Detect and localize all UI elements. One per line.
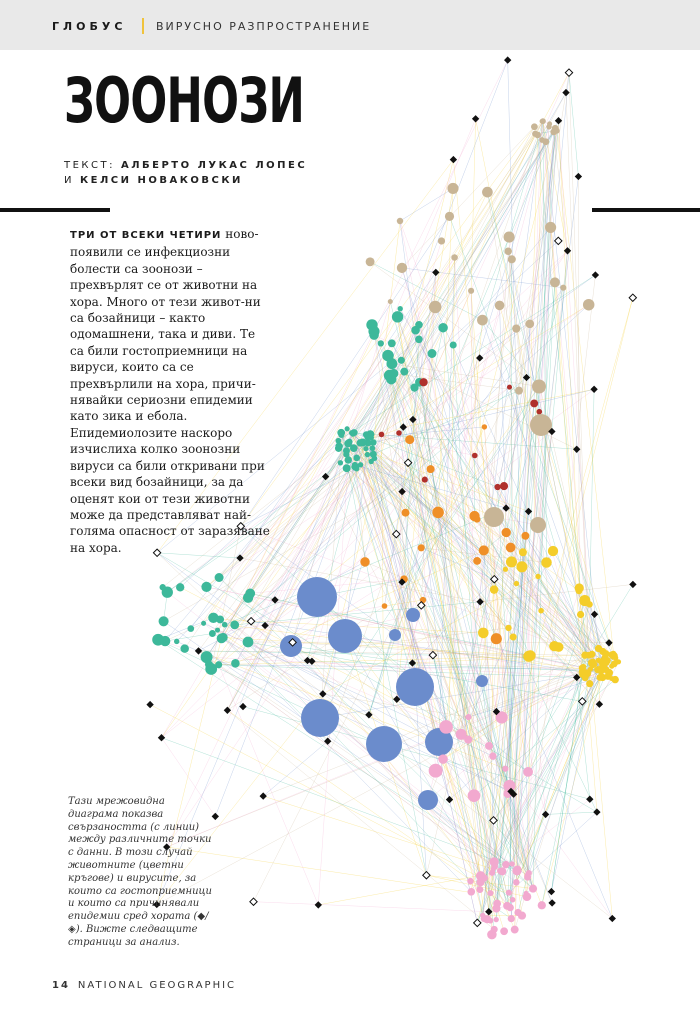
network-edge [165,623,204,641]
tan-animal-node [545,222,556,233]
pink-animal-node [523,892,532,901]
red-animal-node [419,378,427,386]
teal-animal-node [350,431,356,437]
pink-animal-node [468,889,474,895]
tan-animal-node [532,380,546,394]
orange-animal-node [502,528,511,537]
network-edge [474,680,615,796]
network-edge [450,216,610,642]
blue-animal-node [328,619,362,653]
teal-animal-node [231,659,240,668]
tan-animal-node [429,301,441,313]
teal-animal-node [358,462,363,467]
orange-animal-node [427,465,435,473]
teal-animal-node [367,440,373,446]
virus-marker [224,707,231,714]
pink-animal-node [481,874,488,881]
tan-animal-node [554,128,560,134]
orange-animal-node [506,543,516,553]
blue-animal-node [476,675,488,687]
teal-animal-node [216,615,224,623]
network-edge [357,128,556,458]
network-edge [569,73,578,177]
tan-animal-node [482,187,493,198]
pink-animal-node [465,714,471,720]
virus-marker [562,89,569,96]
red-animal-node [494,484,500,490]
blue-animal-node [301,699,339,737]
virus-hollow-marker [565,69,572,76]
teal-animal-node [218,633,227,642]
teal-animal-node [160,584,166,590]
red-animal-node [500,482,508,490]
rule-right [592,208,700,212]
tan-animal-node [484,507,504,527]
teal-animal-node [187,625,194,632]
yellow-animal-node [616,659,621,664]
pink-animal-node [493,900,501,908]
network-edge [402,127,534,268]
section-label: ГЛОБУС [52,20,127,33]
lead-text: ново-появили се инфекциозни болести са зоонози – прехвърлят се от животни на хора. Много от тези живот-ни са бозайници – както одомашнени, така и диви. Те са били гостоприемници на вируси, които са се прехвърлили на хора, причи-нявайки сериозни епидемии като зика и ебола. Епидемиолозите наскоро изчислиха колко зоонозни вируси са били откривани при всеки вид бозайници, за да оценят кои от тези животни може да представляват най-голяма опасност от заразяване на хора. [70,227,270,555]
lead-paragraph [70,226,270,556]
pink-animal-node [500,927,508,935]
network-edge [318,871,502,905]
network-edge [508,60,529,873]
network-edge [339,132,553,447]
tan-animal-node [560,285,566,291]
network-edge [510,637,514,786]
red-animal-node [396,430,402,436]
yellow-animal-node [577,611,584,618]
tan-animal-node [532,131,538,137]
teal-animal-node [400,368,408,376]
blue-animal-node [366,726,402,762]
teal-animal-node [201,621,206,626]
teal-animal-node [359,438,367,446]
teal-animal-node [392,311,403,322]
teal-animal-node [180,644,188,652]
virus-marker [146,701,153,708]
teal-animal-node [335,443,342,450]
orange-animal-node [405,435,414,444]
virus-marker [609,915,616,922]
teal-animal-node [369,445,375,451]
orange-animal-node [474,516,481,523]
pink-animal-node [487,890,493,896]
teal-animal-node [201,651,213,663]
yellow-animal-node [506,556,517,567]
teal-animal-node [378,340,384,346]
yellow-animal-node [588,667,593,672]
teal-animal-node [353,455,360,462]
virus-hollow-marker [474,919,481,926]
pink-animal-node [485,742,493,750]
pink-animal-node [529,885,537,893]
pink-animal-node [538,901,546,909]
network-edge [367,455,609,673]
orange-animal-node [479,545,489,555]
pink-animal-node [464,736,472,744]
tan-animal-node [550,277,560,287]
teal-animal-node [215,573,224,582]
teal-animal-node [345,426,350,431]
network-edge [348,460,609,673]
pink-animal-node [489,870,495,876]
subsection-label: ВИРУСНО РАЗПРОСТРАНЕНИЕ [156,20,372,33]
virus-hollow-marker [423,872,430,879]
teal-animal-node [243,593,253,603]
teal-animal-node [215,628,220,633]
blue-animal-node [418,790,438,810]
yellow-animal-node [586,680,593,687]
virus-marker [260,792,267,799]
teal-animal-node [370,451,377,458]
teal-animal-node [388,339,396,347]
yellow-animal-node [538,608,544,614]
diagram-caption: Тази мрежовидна диаграма показва свързаността (с линии) между различните точки с данни. В този случай животните (цветни кръгове) и вирусите, за които са гостоприемници и които са причинявали епидемии сред хората (◆/◈). Вижте следващите страници за анализ. [68,796,212,948]
yellow-animal-node [535,574,540,579]
yellow-animal-node [596,674,603,681]
network-edge [263,741,328,796]
virus-marker [548,899,555,906]
pink-animal-node [523,767,533,777]
red-animal-node [537,409,543,415]
teal-animal-node [338,460,343,465]
pink-animal-node [498,867,506,875]
yellow-animal-node [510,633,517,640]
teal-animal-node [343,464,351,472]
virus-hollow-marker [629,294,636,301]
virus-marker [592,271,599,278]
pink-animal-node [483,915,491,923]
network-edge [339,119,476,449]
virus-marker [504,56,511,63]
blue-animal-node [396,668,434,706]
tan-animal-node [512,324,520,332]
yellow-animal-node [505,625,511,631]
lead-in: ТРИ ОТ ВСЕКИ ЧЕТИРИ [70,230,222,241]
yellow-animal-node [541,557,552,568]
red-animal-node [507,385,512,390]
virus-marker [629,581,636,588]
network-edge [578,177,579,589]
tan-animal-node [530,517,546,533]
network-edge [487,192,519,391]
tan-animal-node [477,315,488,326]
pink-animal-node [510,897,516,903]
virus-marker [450,156,457,163]
network-edge [589,655,612,918]
yellow-animal-node [548,546,558,556]
yellow-animal-node [490,585,498,593]
pink-animal-node [468,789,481,802]
yellow-animal-node [581,652,588,659]
yellow-animal-node [599,648,606,655]
blue-animal-node [389,629,401,641]
page-number: 14 [52,980,70,991]
orange-animal-node [491,633,502,644]
tan-animal-node [445,212,454,221]
tan-animal-node [583,299,594,310]
teal-animal-node [209,630,216,637]
yellow-animal-node [610,651,616,657]
teal-animal-node [398,306,403,311]
teal-animal-node [389,369,398,378]
tan-animal-node [531,123,538,130]
byline-label: ТЕКСТ: [64,160,115,171]
tan-animal-node [504,248,511,255]
pink-animal-node [502,766,508,772]
blue-animal-node [280,635,302,657]
orange-animal-node [402,509,410,517]
virus-marker [586,796,593,803]
teal-animal-node [382,350,394,362]
blue-animal-node [406,608,420,622]
red-animal-node [472,453,478,459]
tan-animal-node [447,183,458,194]
pink-animal-node [507,904,514,911]
tan-animal-node [525,319,534,328]
teal-animal-node [222,622,228,628]
virus-marker [575,173,582,180]
pink-animal-node [490,857,499,866]
tan-animal-node [546,124,551,129]
tan-animal-node [530,414,552,436]
teal-animal-node [368,326,379,337]
tan-animal-node [438,237,445,244]
teal-animal-node [152,634,164,646]
orange-animal-node [360,557,369,566]
network-edge [165,634,212,642]
yellow-animal-node [503,567,508,572]
virus-marker [472,115,479,122]
pink-animal-node [489,752,496,759]
network-edge [374,389,595,442]
yellow-animal-node [576,587,583,594]
virus-marker [605,639,612,646]
tan-animal-node [539,137,545,143]
teal-animal-node [201,582,211,592]
teal-animal-node [174,639,179,644]
pink-animal-node [513,879,520,886]
orange-animal-node [432,507,444,519]
teal-animal-node [365,452,370,457]
pink-animal-node [467,878,473,884]
virus-marker [195,647,202,654]
tan-animal-node [451,254,458,261]
teal-animal-node [369,459,374,464]
red-animal-node [379,432,385,438]
pink-animal-node [438,754,447,763]
virus-marker [400,423,407,430]
tan-animal-node [515,387,523,395]
network-edge [484,550,497,908]
byline-authors-2: КЕЛСИ НОВАКОВСКИ [79,175,243,186]
pink-animal-node [514,865,522,873]
page-title: ЗООНОЗИ [64,64,305,137]
byline-conjunction: И [64,175,74,186]
network-edge [482,681,508,794]
pink-animal-node [491,926,498,933]
teal-animal-node [398,357,405,364]
tan-animal-node [540,119,544,123]
teal-animal-node [205,663,217,675]
tan-animal-node [504,232,515,243]
pink-animal-node [524,873,530,879]
tan-animal-node [397,218,403,224]
tan-animal-node [508,255,516,263]
network-edge [254,902,489,912]
teal-animal-node [176,583,184,591]
teal-animal-node [363,446,368,451]
byline [64,158,307,188]
pink-animal-node [514,909,521,916]
virus-marker [590,386,597,393]
teal-animal-node [364,434,370,440]
yellow-animal-node [516,561,527,572]
teal-animal-node [438,323,448,333]
yellow-animal-node [580,664,586,670]
tan-animal-node [388,299,393,304]
teal-animal-node [415,336,423,344]
blue-animal-node [297,577,337,617]
pink-animal-node [506,890,512,896]
pink-animal-node [502,861,509,868]
teal-animal-node [410,383,418,391]
network-edge [546,812,597,814]
tan-animal-node [397,263,407,273]
pink-animal-node [446,726,452,732]
teal-animal-node [450,341,457,348]
teal-animal-node [351,463,359,471]
rule-left [0,208,110,212]
orange-animal-node [418,544,425,551]
pink-animal-node [508,915,515,922]
pink-animal-node [511,926,519,934]
orange-animal-node [473,557,481,565]
virus-hollow-marker [250,898,257,905]
red-animal-node [422,477,428,483]
pink-animal-node [509,861,514,866]
tan-animal-node [468,288,474,294]
teal-animal-node [343,447,350,454]
teal-animal-node [350,444,358,452]
page-footer [52,980,236,991]
orange-animal-node [482,424,487,429]
pink-animal-node [429,764,443,778]
teal-animal-node [411,326,420,335]
network-edge [353,434,600,678]
yellow-animal-node [523,651,534,662]
tan-animal-node [495,301,505,311]
yellow-animal-node [596,658,601,663]
yellow-animal-node [519,548,527,556]
red-animal-node [530,399,538,407]
orange-animal-node [382,603,388,609]
teal-animal-node [337,429,345,437]
orange-animal-node [521,532,529,540]
pink-animal-node [494,917,499,922]
yellow-animal-node [514,581,519,586]
yellow-animal-node [602,666,609,673]
teal-animal-node [243,637,254,648]
tan-animal-node [366,257,375,266]
yellow-animal-node [478,628,489,639]
teal-animal-node [230,621,239,630]
teal-animal-node [159,616,169,626]
pink-animal-node [476,886,483,893]
magazine-name: NATIONAL GEOGRAPHIC [77,980,237,991]
yellow-animal-node [554,642,564,652]
yellow-animal-node [586,601,592,607]
yellow-animal-node [582,674,589,681]
teal-animal-node [428,349,437,358]
network-edge [590,389,595,604]
virus-marker [315,901,322,908]
byline-authors-1: АЛБЕРТО ЛУКАС ЛОПЕС [120,160,308,171]
